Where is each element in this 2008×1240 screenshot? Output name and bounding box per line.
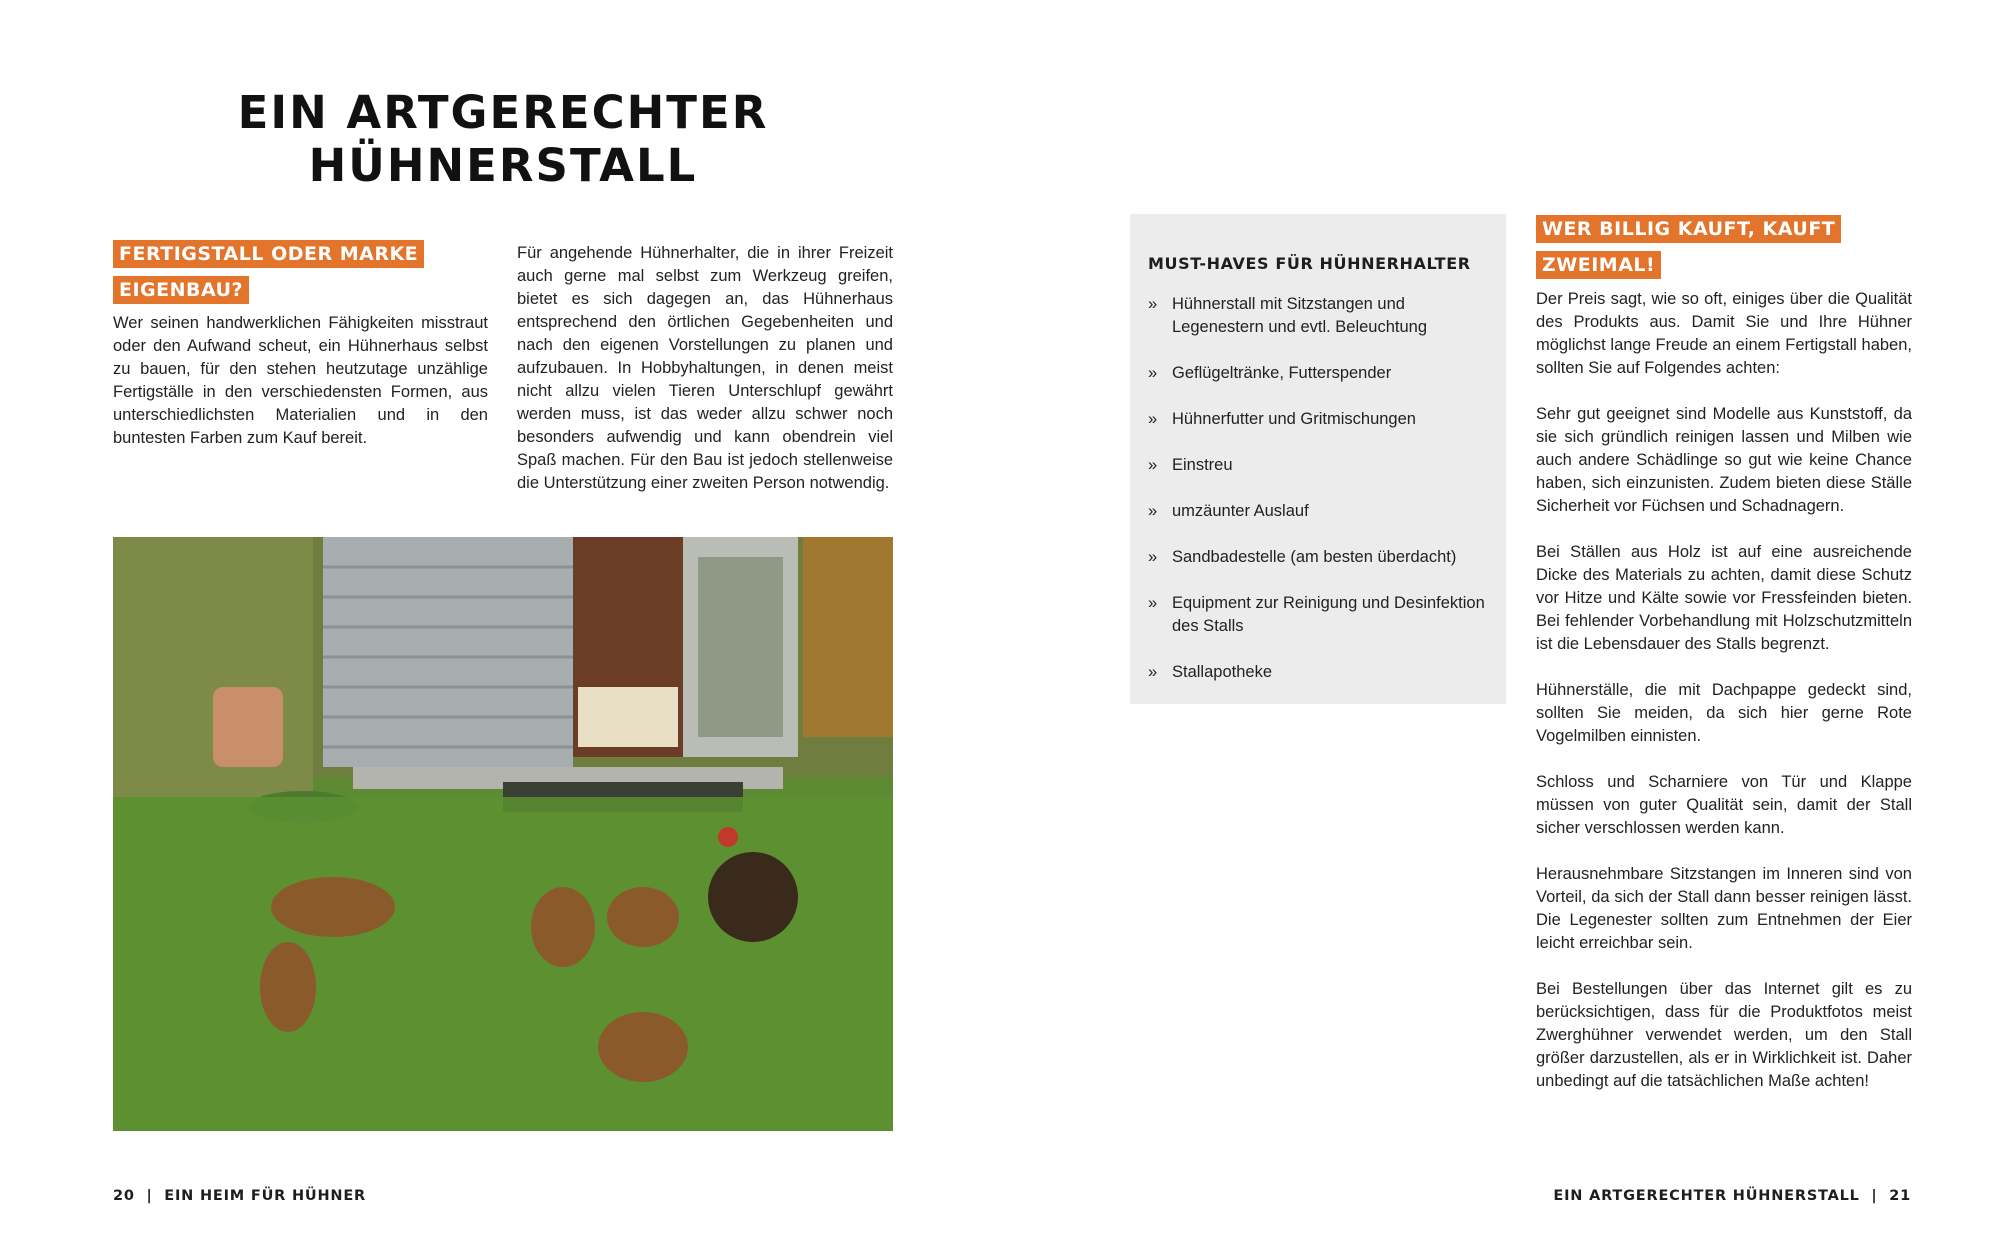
- list-item: » Stallapotheke: [1148, 663, 1272, 681]
- list-item: » Hühnerfutter und Gritmischungen: [1148, 410, 1416, 428]
- list-item: » Einstreu: [1148, 456, 1233, 474]
- paragraph: Herausnehmbare Sitzstangen im Inneren sind von Vorteil, da sich der Stall dann besser reinigen lässt. Die Legenester sollten zum Entnehmen der Eier leicht erreichbar sein.: [1536, 865, 1912, 952]
- page-title: EIN ARTGERECHTER HÜHNERSTALL: [237, 86, 769, 192]
- must-haves-box: [1130, 214, 1506, 704]
- paragraph: Bei Bestellungen über das Internet gilt es zu berücksichtigen, dass für die Produktfotos meist Zwerghühner verwendet werden, um den Stall größer darzustellen, als er in Wirklichkeit ist. Daher unbedingt auf die tatsächlichen Maße achten!: [1536, 980, 1912, 1090]
- paragraph: Schloss und Scharniere von Tür und Klappe müssen von guter Qualität sein, damit der Stall sicher verschlossen werden kann.: [1536, 773, 1912, 837]
- section-heading-fertigstall: FERTIGSTALL ODER MARKE EIGENBAU?: [113, 236, 473, 308]
- intro-column-2: Für angehende Hühnerhalter, die in ihrer Freizeit auch gerne mal selbst zum Werkzeug greifen, bietet es sich dagegen an, das Hühnerhaus entsprechend den örtlichen Gegebenheiten und nach den eigenen Vorstellungen zu planen und aufzubauen. In Hobbyhaltungen, in denen meist nicht allzu vielen Tieren Unterschlupf gewährt werden muss, ist das weder allzu schwer noch besonders aufwendig und kann obendrein viel Spaß machen. Für den Bau ist jedoch stellenweise die Unterstützung einer zweiten Person notwendig.: [517, 244, 893, 492]
- paragraph: Sehr gut geeignet sind Modelle aus Kunststoff, da sie sich gründlich reinigen lassen und Milben wie auch andere Schädlinge so gut wie keine Chance haben, sich einzunisten. Zudem bieten diese Ställe Sicherheit vor Füchsen und Schadnagern.: [1536, 405, 1912, 515]
- list-item: » Equipment zur Reinigung und Desinfektion des Stalls: [1148, 594, 1485, 635]
- right-column-text: [1536, 288, 1912, 1116]
- paragraph: Bei Ställen aus Holz ist auf eine ausreichende Dicke des Materials zu achten, damit diese Schutz vor Hitze und Kälte sowie vor Fressfeinden bieten. Bei fehlender Vorbehandlung mit Holzschutzmitteln ist die Lebensdauer des Stalls begrenzt.: [1536, 543, 1912, 653]
- must-haves-list: [1148, 293, 1488, 684]
- section-heading-billig: WER BILLIG KAUFT, KAUFT ZWEIMAL!: [1536, 211, 1916, 283]
- list-item: » umzäunter Auslauf: [1148, 502, 1309, 520]
- paragraph: Der Preis sagt, wie so oft, einiges über die Qualität des Produkts aus. Damit Sie und Ihre Hühner möglichst lange Freude an einem Fertigstall haben, sollten Sie auf Folgendes achten:: [1536, 290, 1912, 377]
- paragraph: Hühnerställe, die mit Dachpappe gedeckt sind, sollten Sie meiden, da sich hier gerne Rote Vogelmilben einnisten.: [1536, 681, 1912, 745]
- intro-column-1: Wer seinen handwerklichen Fähigkeiten misstraut oder den Aufwand scheut, ein Hühnerhaus selbst zu bauen, für den stehen heutzutage unzählige Fertigställe in den verschiedensten Formen, aus unterschiedlichsten Materialien und in den buntesten Farben zum Kauf bereit.: [113, 314, 488, 447]
- footer-left: 20 | EIN HEIM FÜR HÜHNER: [113, 1188, 367, 1204]
- footer-right: EIN ARTGERECHTER HÜHNERSTALL | 21: [1553, 1188, 1911, 1204]
- list-item: » Sandbadestelle (am besten überdacht): [1148, 548, 1457, 566]
- list-item: » Hühnerstall mit Sitzstangen und Legenestern und evtl. Beleuchtung: [1148, 295, 1428, 336]
- chicken-coop-photo: [113, 537, 893, 1131]
- must-haves-title: MUST-HAVES FÜR HÜHNERHALTER: [1148, 254, 1471, 273]
- list-item: » Geflügeltränke, Futterspender: [1148, 364, 1392, 382]
